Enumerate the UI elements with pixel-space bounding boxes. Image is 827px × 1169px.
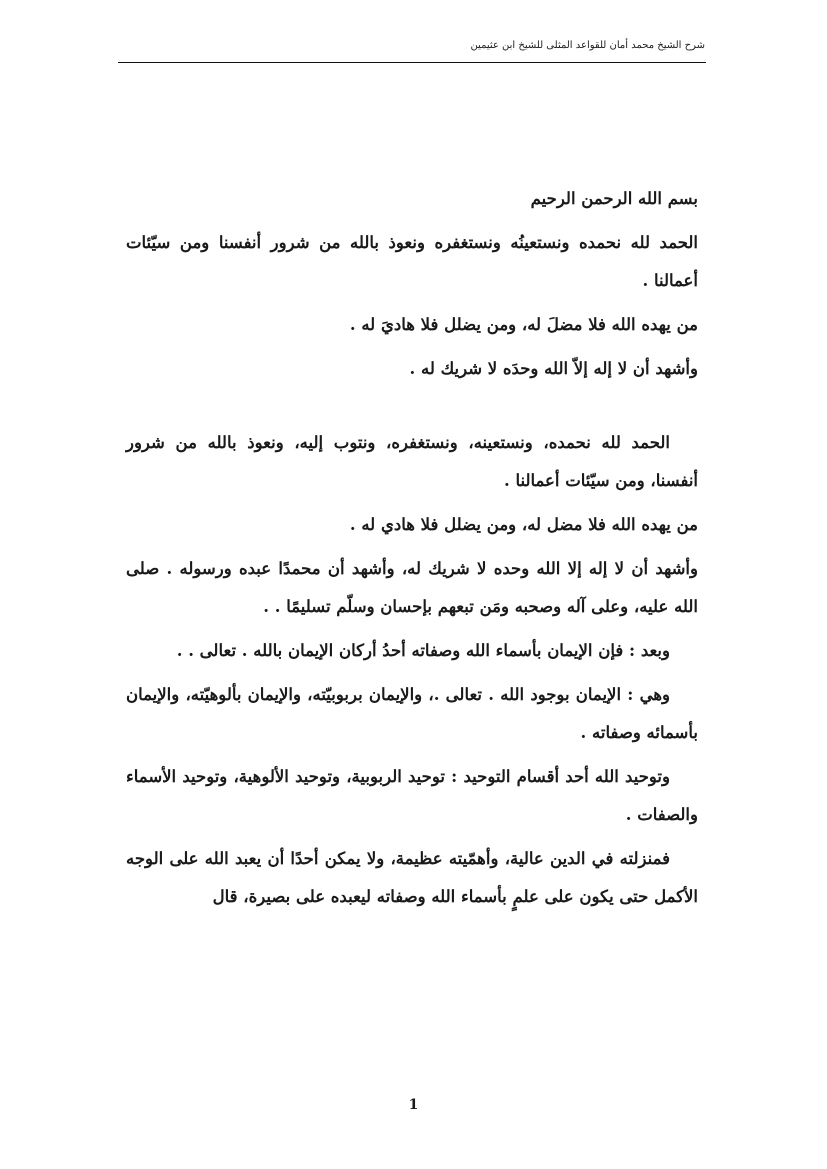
basmala: بسم الله الرحمن الرحيم — [530, 189, 698, 208]
paragraph-guidance-1: من يهده الله فلا مضلَ له، ومن يضلل فلا هاديَ له . — [349, 315, 698, 334]
paragraph-testimony-2: وأشهد أن لا إله إلا الله وحده لا شريك له، وأشهد أن محمدًا عبده ورسوله . صلى الله عليه، وعلى آله وصحبه ومَن تبعهم بإحسان وسلّم تسليمًا . . — [126, 559, 698, 616]
page-number: 1 — [408, 1097, 419, 1113]
paragraph-introduction: وبعد : فإن الإيمان بأسماء الله وصفاته أحدُ أركان الإيمان بالله . تعالى . . — [176, 641, 670, 660]
header-rule — [118, 62, 706, 63]
running-header: شرح الشيخ محمد أمان للقواعد المثلى للشيخ ابن عثيمين — [470, 40, 705, 51]
body-text — [126, 180, 698, 922]
paragraph-praise-1: الحمد لله نحمده ونستعينُه ونستغفره ونعوذ بالله من شرور أنفسنا ومن سيّئات أعمالنا . — [126, 233, 698, 290]
paragraph-praise-2: الحمد لله نحمده، ونستعينه، ونستغفره، ونتوب إليه، ونعوذ بالله من شرور أنفسنا، ومن سيّئات أعمالنا . — [126, 433, 698, 490]
paragraph-testimony-1: وأشهد أن لا إله إلاّ الله وحدَه لا شريك له . — [409, 359, 698, 378]
paragraph-status: فمنزلته في الدين عالية، وأهمّيته عظيمة، ولا يمكن أحدًا أن يعبد الله على الوجه الأكمل حتى يكون على علمٍ بأسماء الله وصفاته ليعبده على بصيرة، قال — [126, 849, 698, 906]
paragraph-guidance-2: من يهده الله فلا مضل له، ومن يضلل فلا هادي له . — [349, 515, 698, 534]
paragraph-pillars: وهي : الإيمان بوجود الله . تعالى .، والإيمان بربوبيّته، والإيمان بألوهيّته، والإيمان بأسمائه وصفاته . — [126, 685, 698, 742]
paragraph-tawhid: وتوحيد الله أحد أقسام التوحيد : توحيد الربوبية، وتوحيد الألوهية، وتوحيد الأسماء والصفات . — [126, 767, 698, 824]
